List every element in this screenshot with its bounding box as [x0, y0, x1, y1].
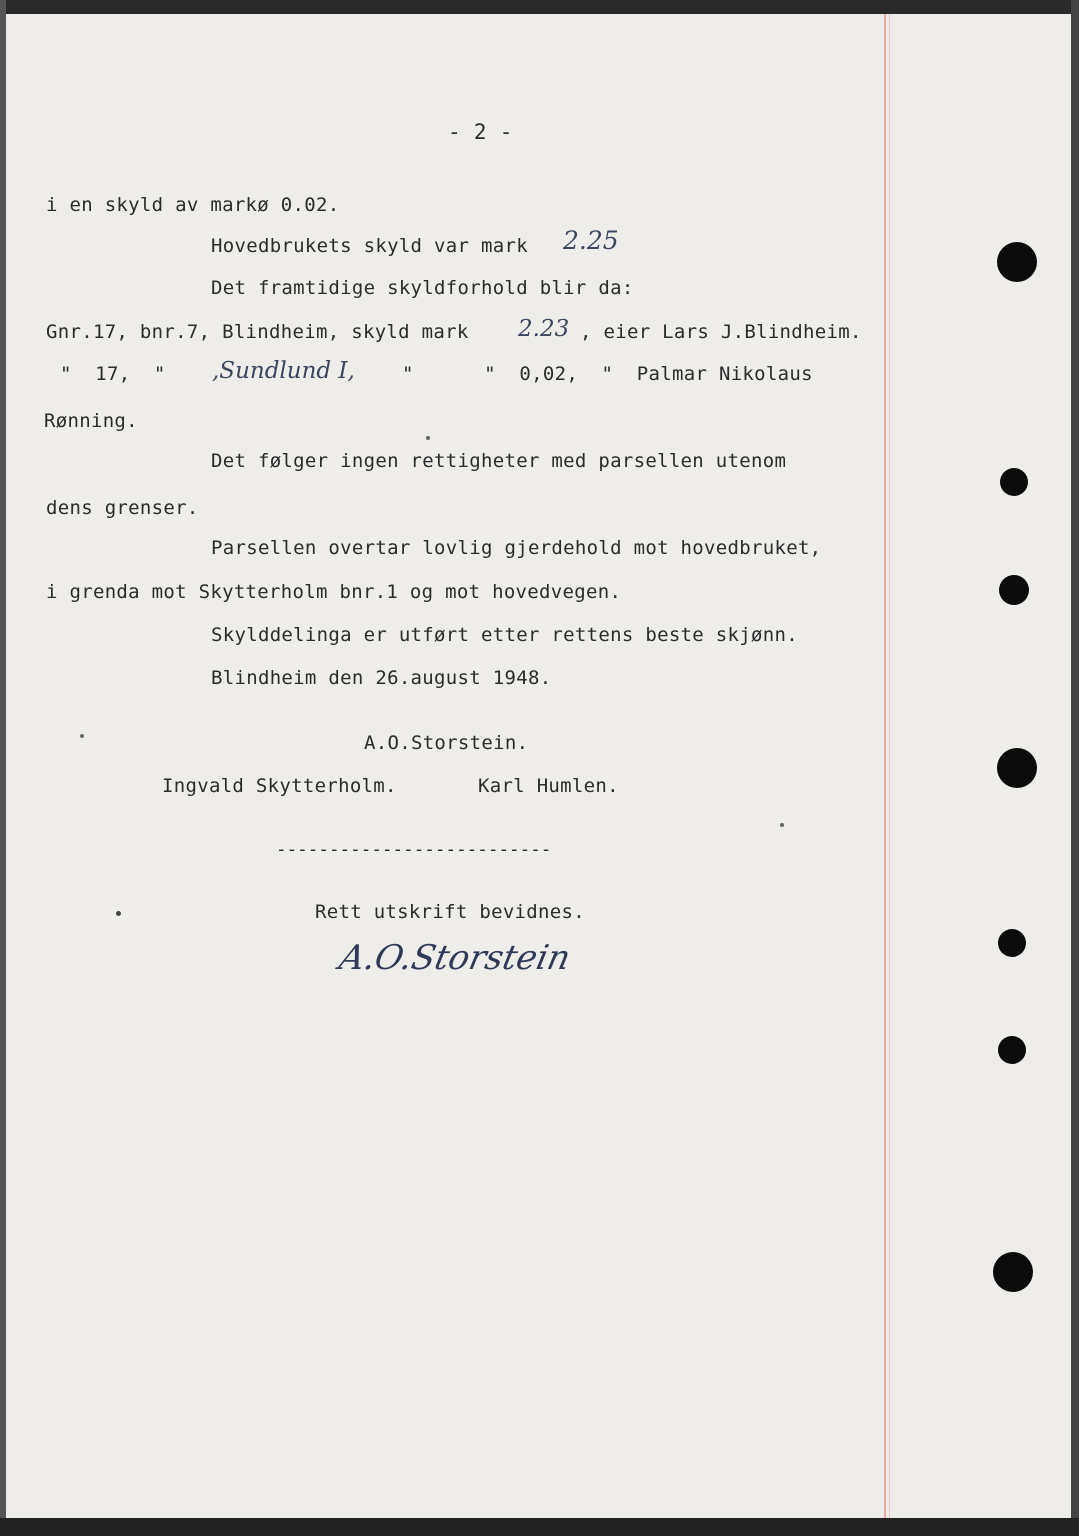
punch-hole	[998, 929, 1026, 957]
separator-rule: --------------------------	[276, 840, 552, 860]
handwritten-name: ,Sundlund I,	[212, 358, 355, 384]
scan-edge-top	[0, 0, 1079, 14]
handwritten-value: 2.25	[563, 226, 619, 255]
scan-edge-right	[1071, 0, 1079, 1536]
scan-edge-left	[0, 0, 6, 1536]
punch-hole	[1000, 468, 1028, 496]
certification-text: Rett utskrift bevidnes.	[315, 901, 585, 923]
text-line-9: Parsellen overtar lovlig gjerdehold mot hovedbruket,	[211, 537, 822, 559]
text-line-11: Skylddelinga er utført etter rettens beste skjønn.	[211, 624, 798, 646]
scan-speck	[780, 823, 784, 827]
scan-speck	[80, 734, 84, 738]
page-number: - 2 -	[448, 120, 513, 144]
text-line-8: dens grenser.	[46, 497, 199, 519]
handwritten-signature: A.O.Storstein	[335, 938, 574, 978]
text-line-12: Blindheim den 26.august 1948.	[211, 667, 552, 689]
margin-line	[884, 14, 886, 1518]
punch-hole	[997, 748, 1037, 788]
text-line-7: Det følger ingen rettigheter med parsellen utenom	[211, 450, 787, 472]
text-line-10: i grenda mot Skytterholm bnr.1 og mot hovedvegen.	[46, 581, 622, 603]
text-line-6: Rønning.	[44, 410, 138, 432]
text-line-2: Hovedbrukets skyld var mark	[211, 235, 528, 257]
punch-hole	[997, 242, 1037, 282]
handwritten-value: 2.23	[518, 316, 570, 342]
scan-speck	[116, 911, 121, 916]
text-line-5b: " " 0,02, " Palmar Nikolaus	[402, 363, 813, 385]
scan-speck	[426, 436, 430, 440]
text-line-4b: , eier Lars J.Blindheim.	[580, 321, 862, 343]
signature-storstein: A.O.Storstein.	[364, 732, 529, 754]
text-line-1: i en skyld av markø 0.02.	[46, 194, 340, 216]
signature-humlen: Karl Humlen.	[478, 775, 619, 797]
text-line-4a: Gnr.17, bnr.7, Blindheim, skyld mark	[46, 321, 469, 343]
punch-hole	[998, 1036, 1026, 1064]
punch-hole	[993, 1252, 1033, 1292]
signature-skytterholm: Ingvald Skytterholm.	[162, 775, 397, 797]
text-line-3: Det framtidige skyldforhold blir da:	[211, 277, 634, 299]
text-line-5a: " 17, "	[60, 363, 166, 385]
margin-line-faint	[889, 14, 890, 1518]
scan-edge-bottom	[0, 1518, 1079, 1536]
punch-hole	[999, 575, 1029, 605]
